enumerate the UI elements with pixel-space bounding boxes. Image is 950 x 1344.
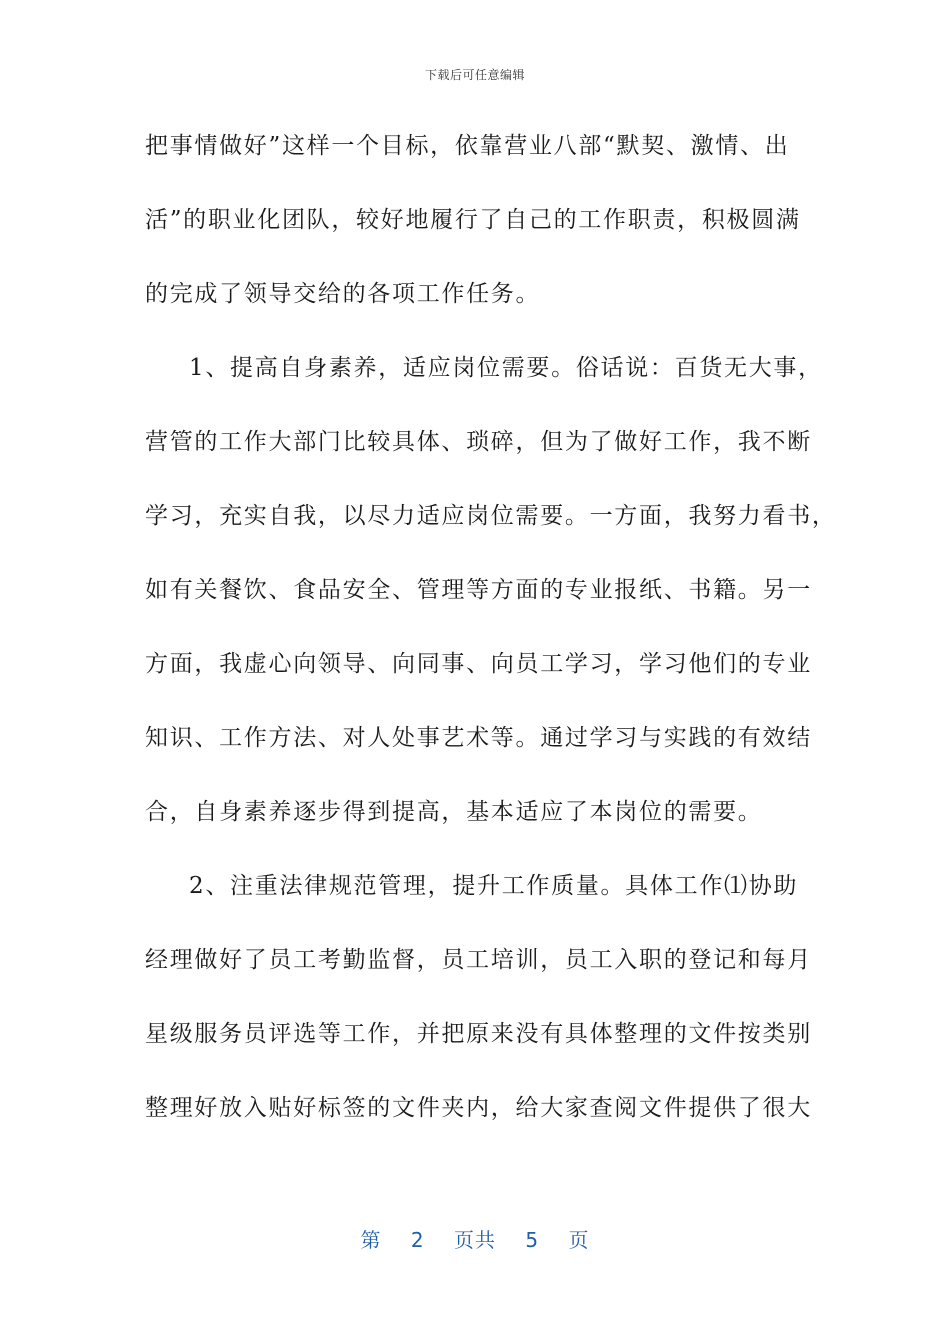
total-page-count: 5	[525, 1228, 540, 1252]
document-body	[145, 124, 837, 1160]
text-line: 如有关餐饮、食品安全、管理等方面的专业报纸、书籍。另一	[145, 577, 812, 603]
text-line: 学习，充实自我，以尽力适应岗位需要。一方面，我努力看书，	[145, 503, 837, 529]
text-line: 星级服务员评选等工作，并把原来没有具体整理的文件按类别	[145, 1021, 812, 1047]
text-line: 1、提高自身素养，适应岗位需要。俗话说：百货无大事，	[189, 355, 823, 381]
text-line: 2、注重法律规范管理，提升工作质量。具体工作⑴协助	[189, 873, 799, 899]
text-line: 知识、工作方法、对人处事艺术等。通过学习与实践的有效结	[145, 725, 812, 751]
page-header: 下载后可任意编辑	[424, 68, 525, 82]
footer-middle: 页共	[454, 1228, 496, 1252]
page-footer	[0, 1224, 950, 1253]
text-line: 整理好放入贴好标签的文件夹内，给大家查阅文件提供了很大	[145, 1095, 812, 1121]
text-line: 把事情做好”这样一个目标，依靠营业八部“默契、激情、出	[145, 133, 790, 159]
text-line: 方面，我虚心向领导、向同事、向员工学习，学习他们的专业	[145, 651, 812, 677]
text-line: 的完成了领导交给的各项工作任务。	[145, 281, 541, 307]
current-page-number: 2	[410, 1228, 425, 1252]
footer-suffix: 页	[568, 1228, 590, 1252]
text-line: 合，自身素养逐步得到提高，基本适应了本岗位的需要。	[145, 799, 763, 825]
footer-prefix: 第	[360, 1228, 382, 1252]
text-line: 经理做好了员工考勤监督，员工培训，员工入职的登记和每月	[145, 947, 812, 973]
text-line: 营管的工作大部门比较具体、琐碎，但为了做好工作，我不断	[145, 429, 812, 455]
text-line: 活”的职业化团队，较好地履行了自己的工作职责，积极圆满	[145, 207, 801, 233]
